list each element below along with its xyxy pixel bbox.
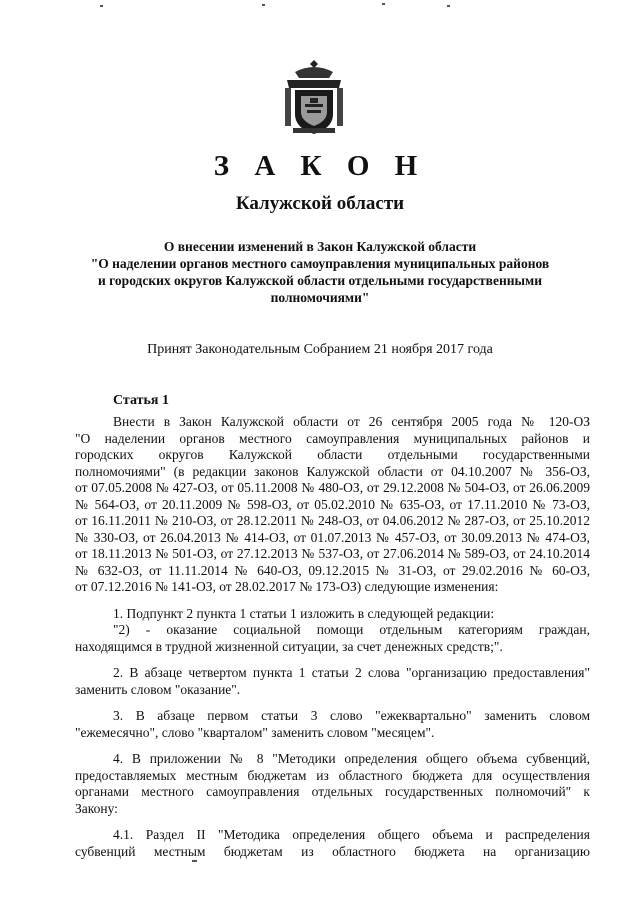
adoption-date-line: Принят Законодательным Собранием 21 ноября 2017 года xyxy=(147,342,493,357)
scan-speck xyxy=(382,3,385,5)
body-line: субвенций местным бюджетам из областного бюджета на организацию xyxy=(75,843,590,859)
document-type-title: З А К О Н xyxy=(213,150,427,182)
body-line: "2) - оказание социальной помощи отдельным категориям граждан, xyxy=(113,622,590,637)
law-subject-heading xyxy=(80,238,560,306)
coat-of-arms-emblem xyxy=(283,58,345,136)
body-line: от 16.11.2011 № 210-ОЗ, от 28.12.2011 № 248-ОЗ, от 04.06.2012 № 287-ОЗ, от 25.10.2012 xyxy=(75,513,590,528)
body-line: от 07.12.2016 № 141-ОЗ, от 28.02.2017 № 173-ОЗ) следующие изменения: xyxy=(75,579,499,594)
body-line: 4.1. Раздел II "Методика определения общего объема и распределения xyxy=(113,827,590,842)
body-line: № 564-ОЗ, от 20.11.2009 № 598-ОЗ, от 05.02.2010 № 635-ОЗ, от 17.11.2010 № 73-ОЗ, xyxy=(75,496,590,512)
body-line: городских округов Калужской области отдельными государственными xyxy=(75,447,590,462)
body-line: от 18.11.2013 № 501-ОЗ, от 27.12.2013 № 537-ОЗ, от 27.06.2014 № 589-ОЗ, от 24.10.2014 xyxy=(75,546,590,561)
body-line: "О наделении органов местного самоуправления муниципальных районов и xyxy=(75,430,590,446)
body-line: от 07.05.2008 № 427-ОЗ, от 05.11.2008 № 480-ОЗ, от 29.12.2008 № 504-ОЗ, от 26.06.2009 xyxy=(75,480,590,495)
body-line: Закону: xyxy=(75,800,118,816)
body-line: 3. В абзаце первом статьи 3 слово "ежеквартально" заменить словом xyxy=(113,708,590,723)
body-line: заменить словом "оказание". xyxy=(75,681,241,697)
body-line: находящимся в трудной жизненной ситуации, за счет денежных средств;". xyxy=(75,638,503,654)
subject-line: О внесении изменений в Закон Калужской области xyxy=(163,239,477,254)
scan-speck xyxy=(192,860,197,862)
body-line: органами местного самоуправления отдельных государственных полномочий" к xyxy=(75,784,590,799)
region-name: Калужской области xyxy=(235,193,405,214)
body-line: 2. В абзаце четвертом пункта 1 статьи 2 слова "организацию предоставления" xyxy=(113,665,590,680)
body-line: 4. В приложении № 8 "Методики определения общего объема субвенций, xyxy=(113,751,590,766)
subject-line: и городских округов Калужской области отдельными государственными xyxy=(97,273,543,288)
body-line: полномочиями" (в редакции законов Калужской области от 04.10.2007 № 356-ОЗ, xyxy=(75,463,590,479)
subject-line: "О наделении органов местного самоуправления муниципальных районов xyxy=(90,256,550,271)
body-line: № 632-ОЗ, от 11.11.2014 № 640-ОЗ, 09.12.2015 № 31-ОЗ, от 29.02.2016 № 60-ОЗ, xyxy=(75,562,590,578)
body-line: Внести в Закон Калужской области от 26 сентября 2005 года № 120-ОЗ xyxy=(113,414,590,429)
article-heading: Статья 1 xyxy=(113,393,169,408)
scan-speck xyxy=(447,5,450,7)
body-line: предоставляемых местным бюджетам из областного бюджета для осуществления xyxy=(75,767,590,783)
article-body xyxy=(75,414,590,860)
subject-line: полномочиями" xyxy=(270,290,370,305)
scan-speck xyxy=(262,4,265,6)
body-line: № 330-ОЗ, от 26.04.2013 № 414-ОЗ, от 01.07.2013 № 457-ОЗ, от 30.09.2013 № 474-ОЗ, xyxy=(75,529,590,545)
body-line: "ежемесячно", слово "кварталом" заменить словом "месяцем". xyxy=(75,724,435,740)
body-line: 1. Подпункт 2 пункта 1 статьи 1 изложить в следующей редакции: xyxy=(113,605,495,621)
scan-speck xyxy=(100,5,103,7)
